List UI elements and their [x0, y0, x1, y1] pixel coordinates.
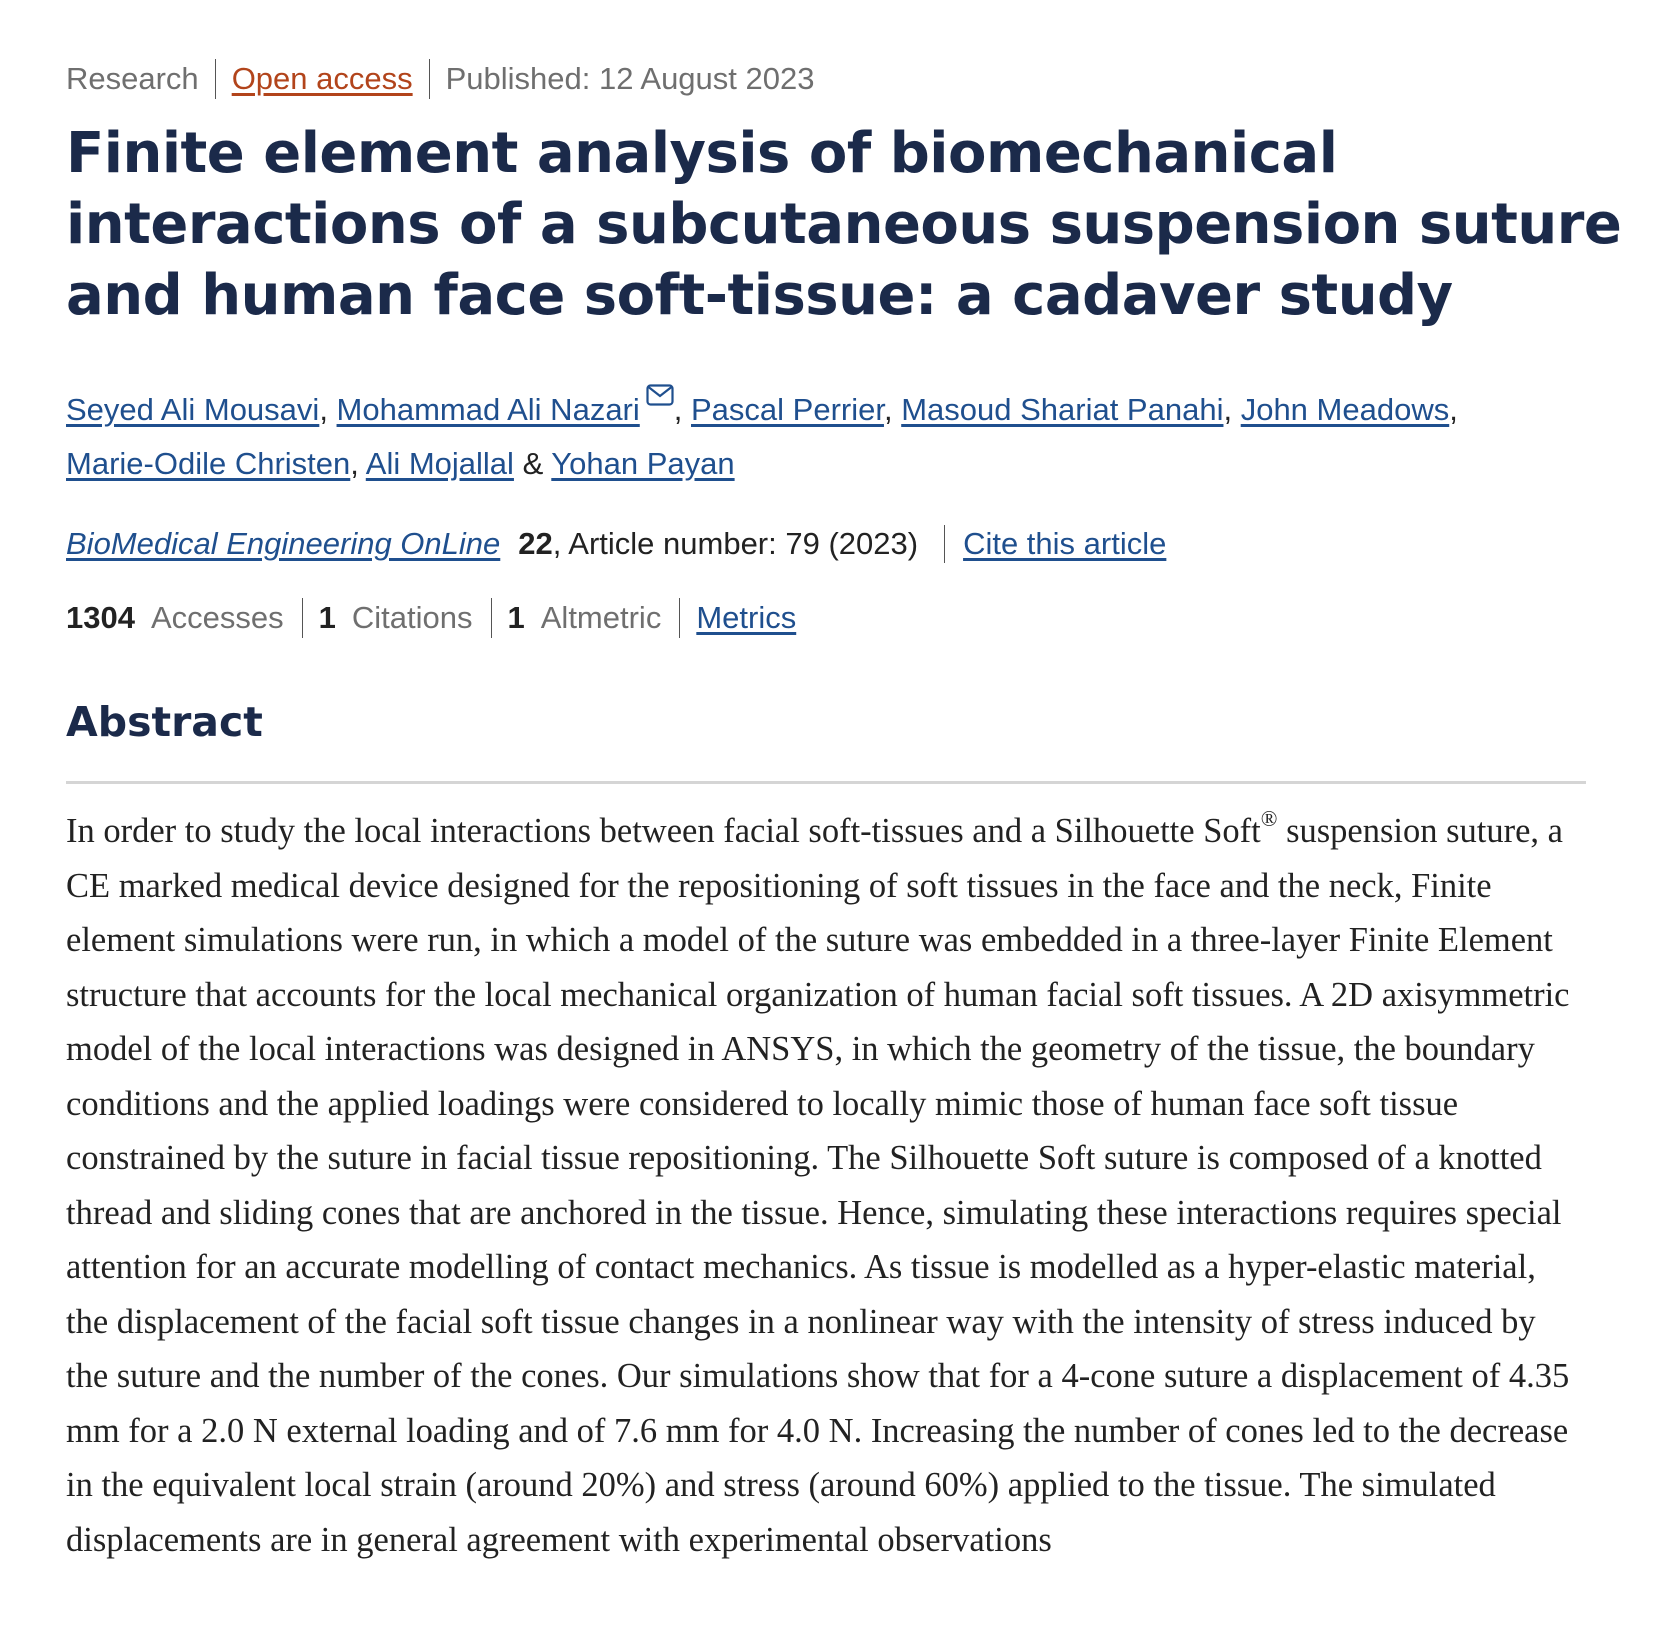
- author-separator: ,: [319, 392, 337, 427]
- article-metrics: [66, 597, 1586, 639]
- author-separator: ,: [883, 392, 902, 427]
- author-link[interactable]: Seyed Ali Mousavi: [66, 392, 320, 427]
- article-meta-row: [66, 58, 1586, 100]
- abstract-text-part: In order to study the local interactions between facial soft-tissues and a Silhouette Soft: [66, 812, 1261, 851]
- abstract-heading: Abstract: [66, 698, 263, 746]
- mail-icon[interactable]: [646, 369, 674, 391]
- metrics-divider: [679, 598, 680, 638]
- metrics-divider: [302, 598, 303, 638]
- cite-article-link[interactable]: Cite this article: [963, 526, 1167, 561]
- author-separator: ,: [1449, 392, 1458, 427]
- citations-label: Citations: [351, 600, 473, 635]
- journal-name-link[interactable]: BioMedical Engineering OnLine: [66, 526, 501, 561]
- author-list: [66, 369, 1586, 491]
- meta-divider: [215, 59, 216, 99]
- accesses-label: Accesses: [150, 600, 284, 635]
- article-title: Finite element analysis of biomechanical interactions of a subcutaneous suspension suture and human face soft-tissue: a cadaver study: [66, 121, 1622, 328]
- metrics-divider: [491, 598, 492, 638]
- author-separator: ,: [350, 446, 366, 481]
- registered-mark: ®: [1260, 806, 1278, 832]
- author-link[interactable]: Ali Mojallal: [365, 446, 514, 481]
- author-separator: &: [513, 446, 552, 481]
- metrics-link[interactable]: Metrics: [696, 600, 797, 635]
- meta-divider: [429, 59, 430, 99]
- journal-volume: 22: [518, 526, 553, 561]
- journal-divider: [944, 525, 945, 563]
- author-link[interactable]: Marie-Odile Christen: [66, 446, 351, 481]
- article-number: , Article number: 79 (2023): [552, 526, 919, 561]
- published-date: Published: 12 August 2023: [445, 61, 815, 96]
- author-link[interactable]: John Meadows: [1240, 392, 1450, 427]
- author-link[interactable]: Yohan Payan: [551, 446, 735, 481]
- author-separator: ,: [673, 392, 691, 427]
- author-separator: ,: [1223, 392, 1241, 427]
- section-divider: [66, 781, 1586, 784]
- altmetric-label: Altmetric: [540, 600, 662, 635]
- abstract-text-part: suspension suture, a CE marked medical device designed for the repositioning of soft tissues in the face and the neck, Finite element simulations were run, in which a model of the suture was embedded in a three-layer Finite Element structure that accounts for the local mechanical organization of human facial soft tissues. A 2D axisymmetric model of the local interactions was designed in ANSYS, in which the geometry of the tissue, the boundary conditions and the applied loadings were considered to locally mimic those of human face soft tissue constrained by the suture in facial tissue repositioning. The Silhouette Soft suture is composed of a knotted thread and sliding cones that are anchored in the tissue. Hence, simulating these interactions requires special attention for an accurate modelling of contact mechanics. As tissue is modelled as a hyper-elastic material, the displacement of the facial soft tissue changes in a nonlinear way with the intensity of stress induced by the suture and the number of the cones. Our simulations show that for a 4-cone suture a displacement of 4.35 mm for a 2.0 N external loading and of 7.6 mm for 4.0 N. Increasing the number of cones led to the decrease in the equivalent local strain (around 20%) and stress (around 60%) applied to the tissue. The simulated displacements are in general agreement with experimental observations: [66, 812, 1570, 1559]
- accesses-count: 1304: [66, 600, 135, 635]
- abstract-body: [66, 804, 1586, 1567]
- article-header-container: [66, 58, 1622, 1602]
- author-link[interactable]: Masoud Shariat Panahi: [901, 392, 1224, 427]
- citations-count: 1: [318, 600, 336, 635]
- author-link[interactable]: Mohammad Ali Nazari: [336, 392, 640, 427]
- open-access-link[interactable]: Open access: [231, 61, 413, 96]
- journal-citation: [66, 523, 1586, 565]
- altmetric-count: 1: [507, 600, 525, 635]
- article-type: Research: [66, 61, 199, 96]
- author-link[interactable]: Pascal Perrier: [691, 392, 884, 427]
